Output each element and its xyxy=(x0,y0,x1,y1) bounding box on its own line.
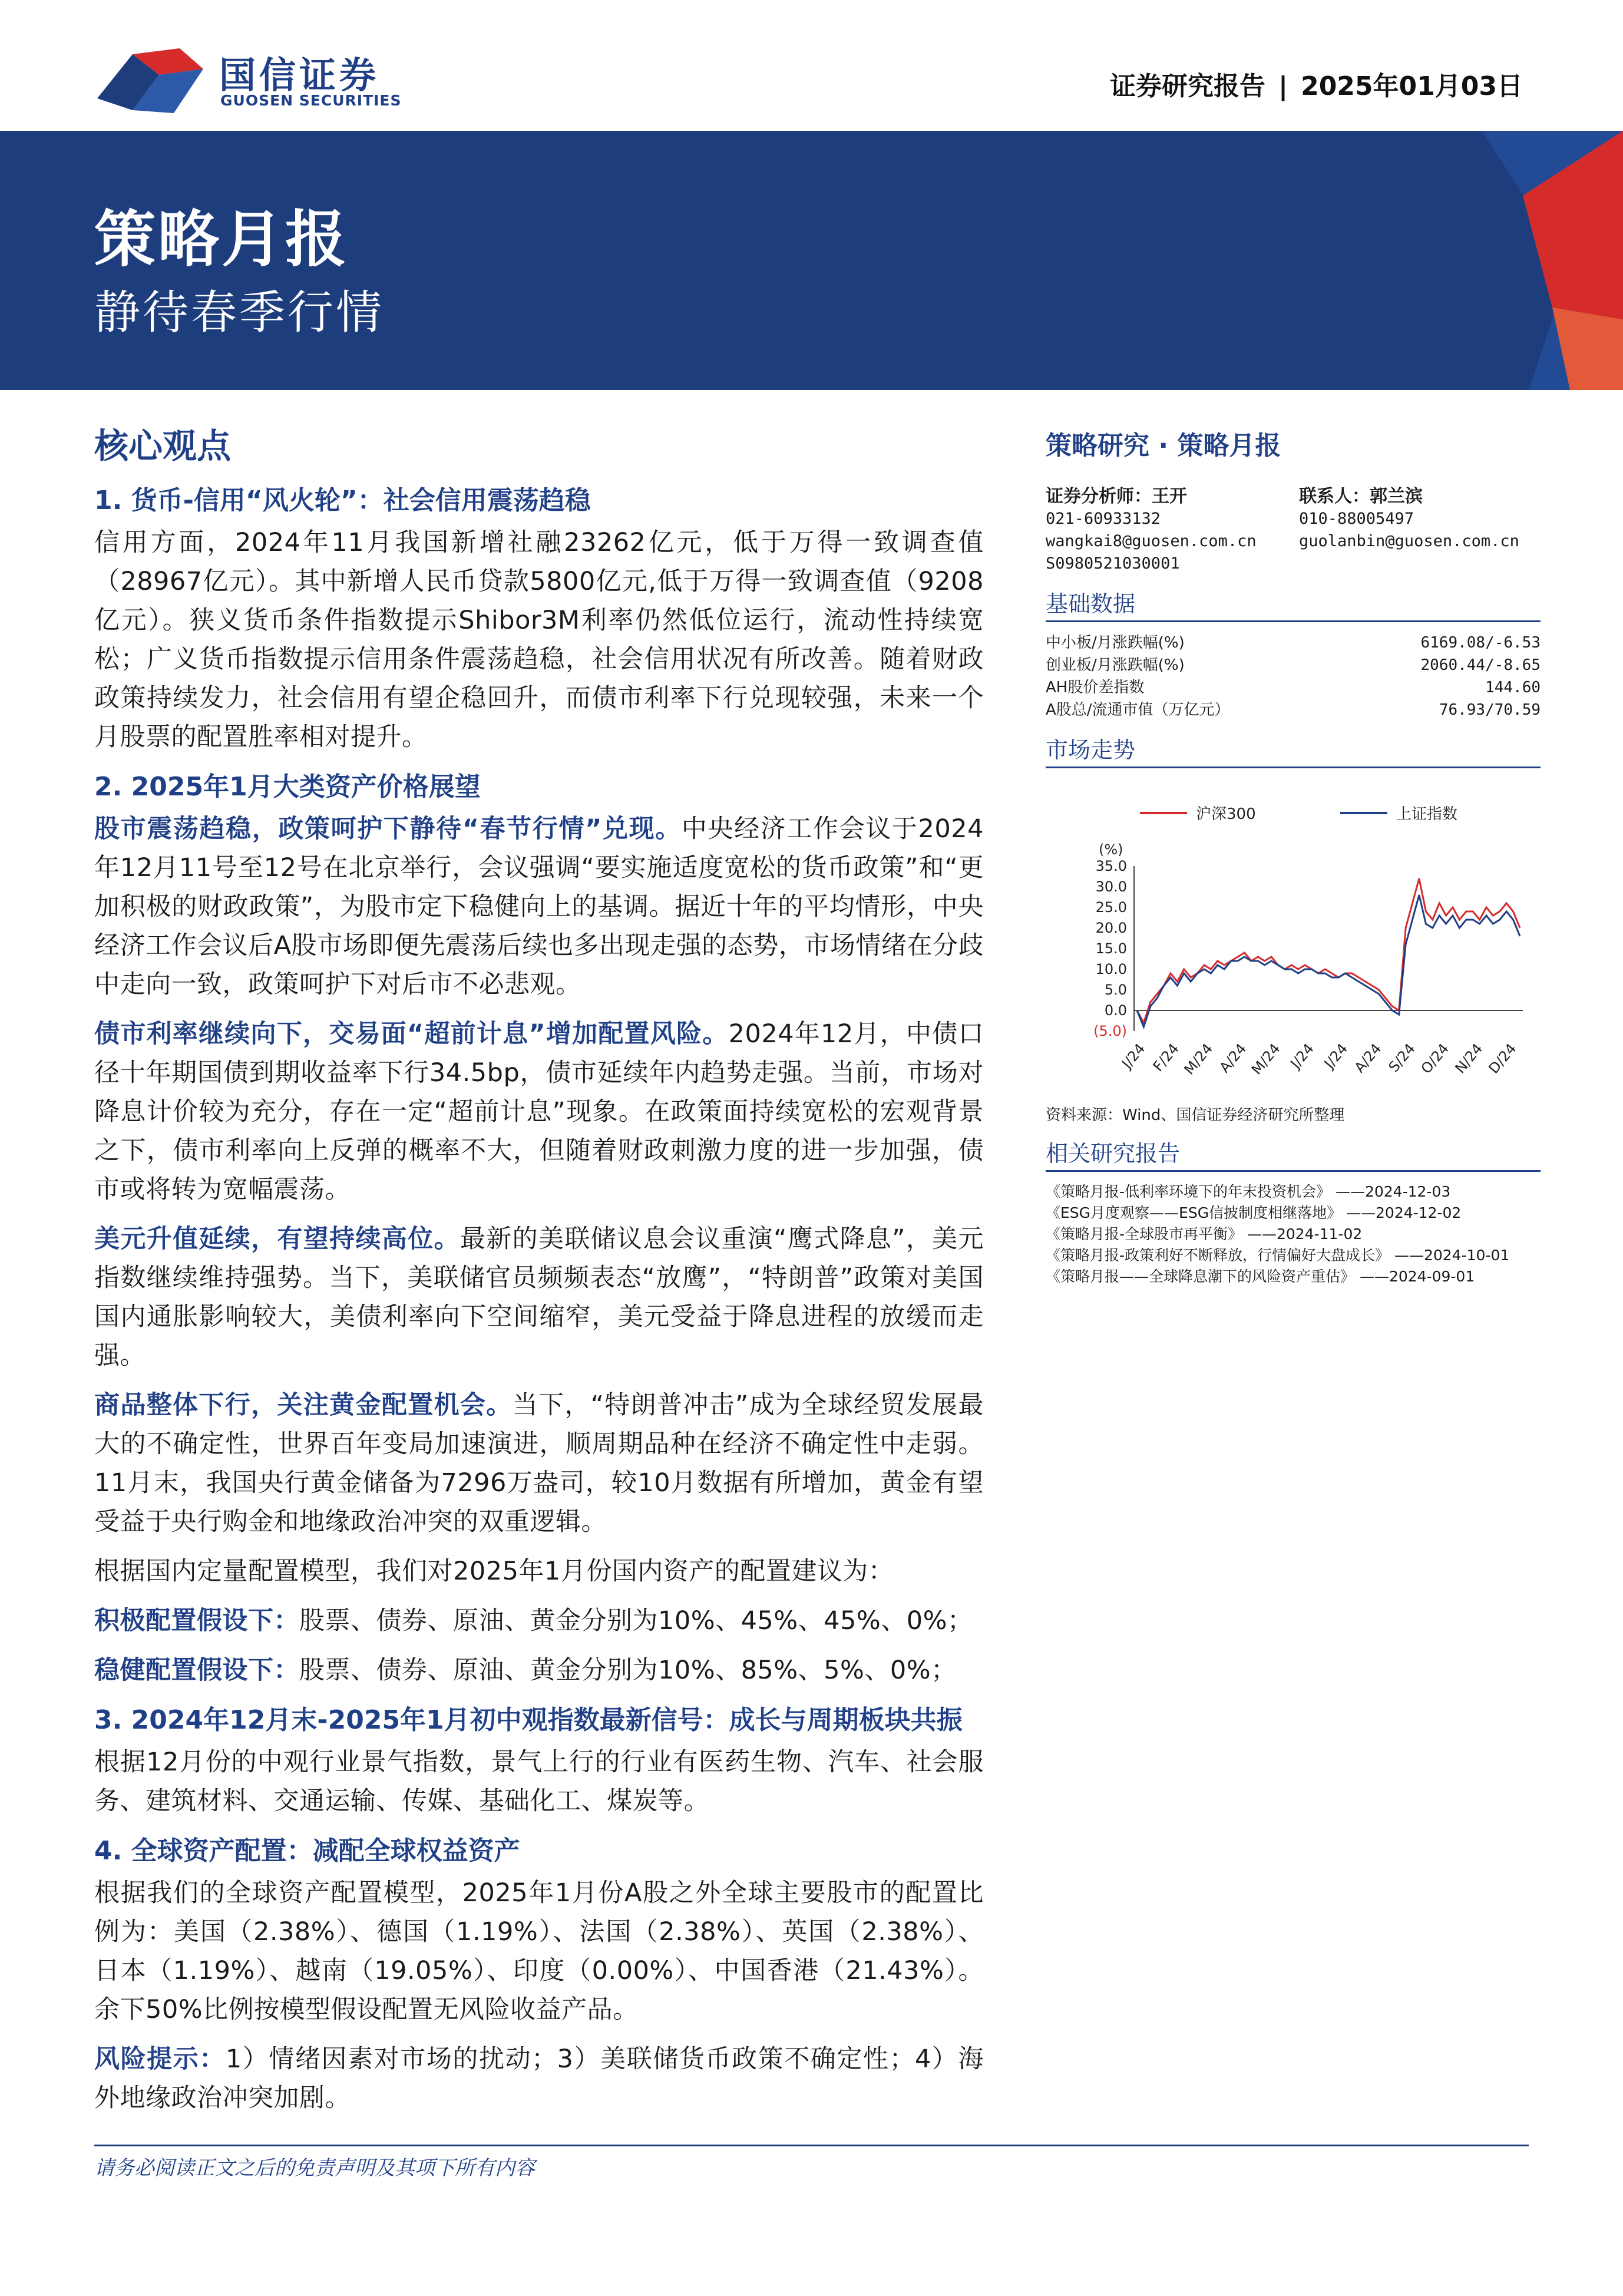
row-label: 中小板/月涨跌幅(%) xyxy=(1046,634,1185,652)
basic-data-title: 基础数据 xyxy=(1046,586,1541,622)
sidebar-column xyxy=(1046,424,1541,1287)
related-report-item[interactable]: 《策略月报-全球股市再平衡》 ——2024-11-02 xyxy=(1046,1225,1363,1243)
basic-data-row xyxy=(1046,632,1541,654)
lead-usd: 美元升值延续，有望持续高位。 xyxy=(94,1224,460,1254)
y-tick-label: 0.0 xyxy=(1104,1002,1127,1019)
brand-name-en: GUOSEN SECURITIES xyxy=(220,92,402,109)
report-title: 策略月报 xyxy=(94,203,349,275)
core-views-column xyxy=(94,418,984,2128)
paragraph-bond xyxy=(94,1015,984,1209)
text-steady: 股票、债券、原油、黄金分别为10%、85%、5%、0%； xyxy=(299,1656,957,1685)
series-line xyxy=(1137,878,1520,1023)
text-usd: 最新的美联储议息会议重演“鹰式降息”，美元指数继续维持强势。当下，美联储官员频频表态“放鹰”，“特朗普”政策对美国国内通胀影响较大，美债利率向下空间缩窄，美元受益于降息进程的放缓而走强。 xyxy=(94,1224,984,1370)
analyst-email[interactable]: wangkai8@guosen.com.cn xyxy=(1046,532,1257,550)
x-tick-label: A/24 xyxy=(1351,1040,1385,1076)
header-separator: | xyxy=(1278,71,1288,101)
legend-label: 上证指数 xyxy=(1396,805,1458,823)
x-tick-label: D/24 xyxy=(1485,1040,1520,1077)
lead-risk: 风险提示： xyxy=(94,2044,226,2074)
heading-asset-outlook: 2. 2025年1月大类资产价格展望 xyxy=(94,772,481,802)
report-type: 证券研究报告 xyxy=(1110,71,1265,101)
basic-data-row xyxy=(1046,654,1541,676)
lead-commodity: 商品整体下行，关注黄金配置机会。 xyxy=(94,1390,513,1420)
y-tick-label: 35.0 xyxy=(1095,858,1127,874)
row-value: 6169.08/-6.53 xyxy=(1420,634,1541,652)
report-header-meta xyxy=(1110,65,1523,103)
report-subtitle: 静待春季行情 xyxy=(94,286,385,339)
x-tick-label: J/24 xyxy=(1118,1040,1149,1072)
x-tick-label: M/24 xyxy=(1248,1040,1284,1078)
paragraph-meso-index: 根据12月份的中观行业景气指数，景气上行的行业有医药生物、汽车、社会服务、建筑材料、交通运输、传媒、基础化工、煤炭等。 xyxy=(94,1747,984,1816)
market-trend-title: 市场走势 xyxy=(1046,732,1541,768)
lead-stock: 股市震荡趋稳，政策呵护下静待“春节行情”兑现。 xyxy=(94,814,682,844)
row-label: AH股价差指数 xyxy=(1046,679,1145,696)
paragraph-steady xyxy=(94,1651,984,1690)
basic-data-table xyxy=(1046,632,1541,721)
text-risk: 1）情绪因素对市场的扰动；3）美联储货币政策不确定性；4）海外地缘政治冲突加剧。 xyxy=(94,2044,984,2113)
y-tick-label: 30.0 xyxy=(1095,878,1127,895)
basic-data-row xyxy=(1046,676,1541,699)
market-trend-chart xyxy=(1046,778,1541,1096)
row-value: 144.60 xyxy=(1485,679,1541,696)
x-tick-label: A/24 xyxy=(1216,1040,1250,1076)
paragraph-usd xyxy=(94,1220,984,1375)
related-reports-list xyxy=(1046,1181,1541,1287)
lead-aggressive: 积极配置假设下： xyxy=(94,1606,299,1636)
paragraph-credit: 信用方面，2024年11月我国新增社融23262亿元，低于万得一致调查值（28967亿元）。其中新增人民币贷款5800亿元,低于万得一致调查值（9208亿元）。狭义货币条件指数提示Shibor3M利率仍然低位运行，流动性持续宽松；广义货币指数提示信用条件震荡趋稳，社会信用状况有所改善。随着财政政策持续发力，社会信用有望企稳回升，而债市利率下行兑现较强，未来一个月股票的配置胜率相对提升。 xyxy=(94,528,984,752)
x-tick-label: J/24 xyxy=(1287,1040,1317,1072)
text-bond: 2024年12月，中债口径十年期国债到期收益率下行34.5bp，债市延续年内趋势走强。当前，市场对降息计价较为充分，存在一定“超前计息”现象。在政策面持续宽松的宏观背景之下，债市利率向上反弹的概率不大，但随着财政刺激力度的进一步加强，债市或将转为宽幅震荡。 xyxy=(94,1019,984,1204)
footer-divider xyxy=(94,2145,1529,2146)
x-tick-label: M/24 xyxy=(1181,1040,1217,1078)
heading-credit: 1. 货币-信用“风火轮”：社会信用震荡趋稳 xyxy=(94,485,591,516)
row-value: 76.93/70.59 xyxy=(1439,701,1541,719)
lead-steady: 稳健配置假设下： xyxy=(94,1656,299,1685)
related-report-item[interactable]: 《ESG月度观察——ESG信披制度相继落地》 ——2024-12-02 xyxy=(1046,1204,1462,1221)
paragraph-risk xyxy=(94,2040,984,2117)
analyst-block xyxy=(1046,485,1541,575)
y-tick-label: 25.0 xyxy=(1095,899,1127,916)
paragraph-stock xyxy=(94,810,984,1004)
heading-global-allocation: 4. 全球资产配置：减配全球权益资产 xyxy=(94,1836,520,1866)
x-tick-label: S/24 xyxy=(1385,1040,1419,1076)
related-reports-title: 相关研究报告 xyxy=(1046,1135,1541,1172)
contact-email[interactable]: guolanbin@guosen.com.cn xyxy=(1299,532,1519,550)
lead-bond: 债市利率继续向下，交易面“超前计息”增加配置风险。 xyxy=(94,1019,729,1049)
row-label: A股总/流通市值（万亿元） xyxy=(1046,701,1230,719)
x-tick-label: O/24 xyxy=(1417,1040,1453,1077)
analyst-cert: S0980521030001 xyxy=(1046,554,1180,573)
x-tick-label: F/24 xyxy=(1149,1040,1182,1075)
analyst-name: 证券分析师：王开 xyxy=(1046,486,1187,507)
brand-name-cn: 国信证券 xyxy=(219,54,380,97)
row-label: 创业板/月涨跌幅(%) xyxy=(1046,656,1185,674)
report-date: 2025年01月03日 xyxy=(1301,71,1523,101)
heading-meso-index: 3. 2024年12月末-2025年1月初中观指数最新信号：成长与周期板块共振 xyxy=(94,1705,963,1735)
guosen-logo-icon xyxy=(97,42,215,119)
text-stock: 中央经济工作会议于2024年12月11号至12号在北京举行，会议强调“要实施适度宽松的货币政策”和“更加积极的财政政策”，为股市定下稳健向上的基调。据近十年的平均情形，中央经济工作会议后A股市场即便先震荡后续也多出现走强的态势，市场情绪在分歧中走向一致，政策呵护下对后市不必悲观。 xyxy=(94,814,984,999)
paragraph-aggressive xyxy=(94,1601,984,1640)
analyst-phone: 021-60933132 xyxy=(1046,510,1161,528)
legend-label: 沪深300 xyxy=(1196,805,1256,823)
related-report-item[interactable]: 《策略月报——全球降息潮下的风险资产重估》 ——2024-09-01 xyxy=(1046,1268,1475,1285)
y-axis-label: (%) xyxy=(1099,841,1123,858)
related-report-item[interactable]: 《策略月报-低利率环境下的年末投资机会》 ——2024-12-03 xyxy=(1046,1183,1451,1200)
y-tick-label: 10.0 xyxy=(1095,961,1127,977)
row-value: 2060.44/-8.65 xyxy=(1420,656,1541,674)
section-title: 核心观点 xyxy=(94,426,232,466)
basic-data-row xyxy=(1046,699,1541,721)
title-banner xyxy=(0,131,1623,390)
banner-decoration xyxy=(1376,131,1623,390)
x-tick-label: J/24 xyxy=(1321,1040,1351,1072)
paragraph-model: 根据国内定量配置模型，我们对2025年1月份国内资产的配置建议为： xyxy=(94,1557,894,1586)
paragraph-commodity xyxy=(94,1386,984,1541)
paragraph-global-allocation: 根据我们的全球资产配置模型，2025年1月份A股之外全球主要股市的配置比例为：美国（2.38%）、德国（1.19%）、法国（2.38%）、英国（2.38%）、日本（1.19%）、越南（19.05%）、印度（0.00%）、中国香港（21.43%）。余下50%比例按模型假设配置无风险收益产品。 xyxy=(94,1878,984,2024)
chart-source: 资料来源：Wind、国信证券经济研究所整理 xyxy=(1046,1106,1345,1124)
y-tick-label: 20.0 xyxy=(1095,920,1127,936)
text-aggressive: 股票、债券、原油、黄金分别为10%、45%、45%、0%； xyxy=(299,1606,973,1636)
y-tick-label: 5.0 xyxy=(1104,982,1127,998)
sidebar-title: 策略研究 · 策略月报 xyxy=(1046,431,1281,461)
x-tick-label: N/24 xyxy=(1452,1040,1486,1077)
contact-phone: 010-88005497 xyxy=(1299,510,1414,528)
footer-disclaimer: 请务必阅读正文之后的免责声明及其项下所有内容 xyxy=(94,2156,535,2180)
y-tick-label: 15.0 xyxy=(1095,940,1127,957)
related-report-item[interactable]: 《策略月报-政策利好不断释放，行情偏好大盘成长》 ——2024-10-01 xyxy=(1046,1247,1510,1264)
contact-name: 联系人：郭兰滨 xyxy=(1299,486,1423,507)
text-commodity: 当下，“特朗普冲击”成为全球经贸发展最大的不确定性，世界百年变局加速演进，顺周期品种在经济不确定性中走弱。11月末，我国央行黄金储备为7296万盎司，较10月数据有所增加，黄金有望受益于央行购金和地缘政治冲突的双重逻辑。 xyxy=(94,1390,984,1537)
y-tick-label: (5.0) xyxy=(1093,1023,1127,1039)
